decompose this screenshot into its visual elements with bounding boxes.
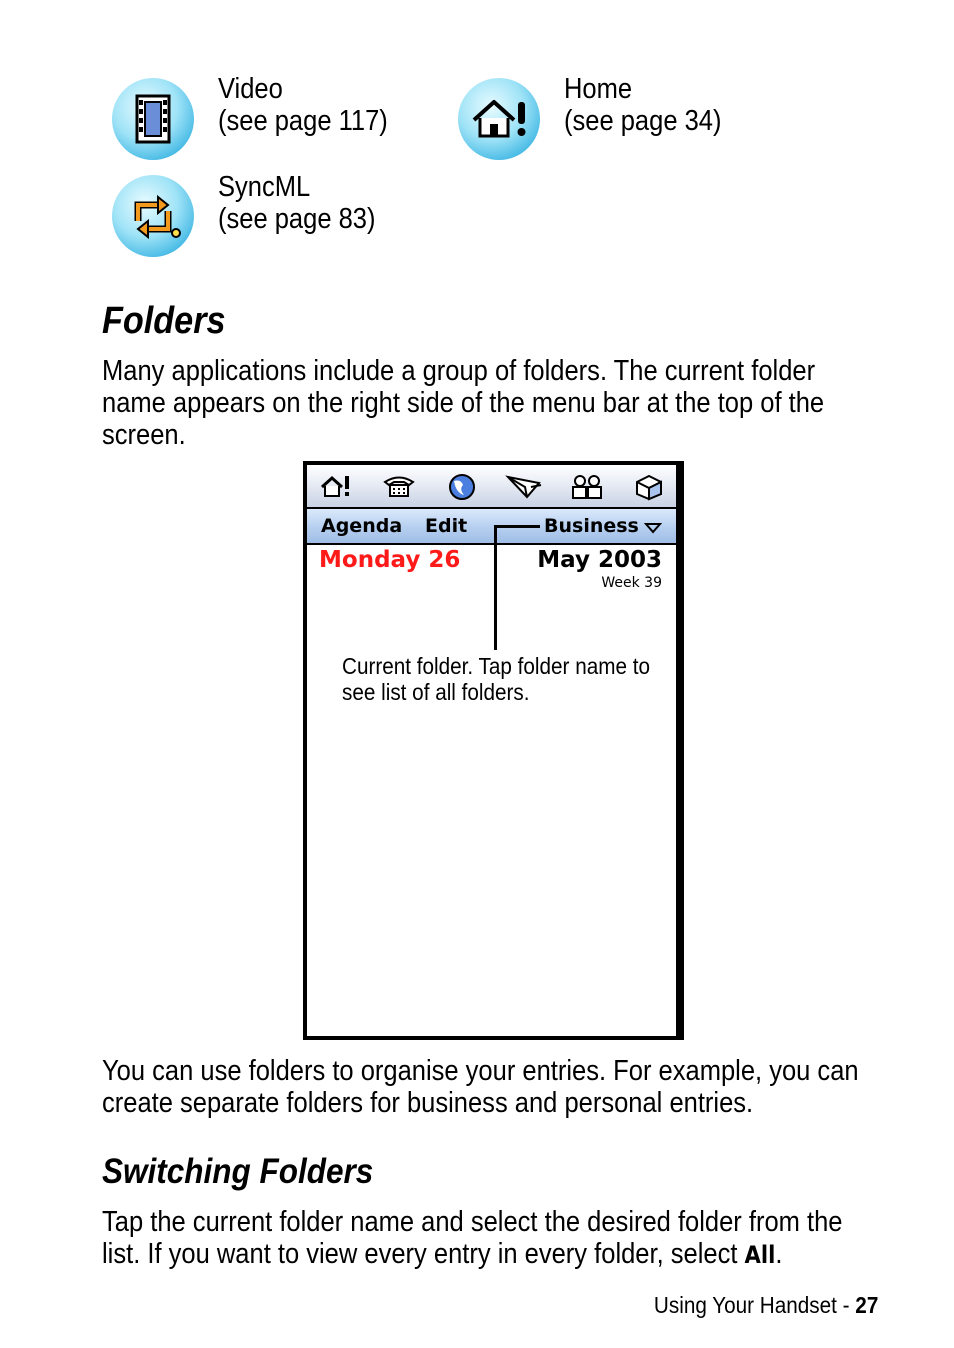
message-icon[interactable] — [505, 473, 545, 501]
paragraph-line: Tap the current folder name and select the desired folder from the — [102, 1206, 843, 1238]
contacts-icon[interactable] — [569, 473, 605, 501]
section-heading-folders: Folders — [102, 300, 226, 342]
page-number: 27 — [854, 1292, 878, 1318]
footer-text: Using Your Handset - — [653, 1292, 855, 1318]
folders-paragraph — [102, 355, 876, 451]
paragraph-line: You can use folders to organise your entries. For example, you can — [102, 1055, 859, 1087]
device-screen — [307, 465, 676, 1036]
video-film-icon — [112, 78, 194, 160]
organise-paragraph — [102, 1055, 876, 1119]
device-screenshot — [303, 461, 684, 1040]
ui-term-all: All — [744, 1241, 776, 1269]
home-icon[interactable] — [319, 473, 353, 499]
page-footer — [654, 1292, 878, 1319]
paragraph-line: Many applications include a group of folders. The current folder — [102, 355, 816, 387]
app-entry-syncml — [218, 171, 375, 235]
app-name: SyncML — [218, 171, 311, 203]
callout-line-vertical — [494, 525, 497, 650]
agenda-month: May 2003 — [537, 547, 662, 573]
cube-icon[interactable] — [634, 473, 664, 501]
app-name: Home — [564, 73, 633, 105]
app-entry-video — [218, 73, 388, 137]
paragraph-line — [102, 1238, 876, 1271]
paragraph-line: create separate folders for business and personal entries. — [102, 1087, 754, 1119]
callout-line-text: see list of all folders. — [342, 679, 530, 705]
paragraph-line: screen. — [102, 419, 186, 451]
phone-icon[interactable] — [382, 473, 416, 499]
home-icon — [458, 78, 540, 160]
app-page-ref: (see page 117) — [218, 105, 388, 137]
callout-caption — [342, 653, 650, 705]
agenda-week: Week 39 — [601, 575, 662, 591]
chevron-down-icon[interactable] — [644, 522, 662, 534]
callout-line-horizontal — [494, 525, 540, 528]
paragraph-line: name appears on the right side of the menu bar at the top of the — [102, 387, 825, 419]
menu-agenda[interactable]: Agenda — [321, 515, 403, 537]
app-page-ref: (see page 34) — [564, 105, 722, 137]
callout-line-text: Current folder. Tap folder name to — [342, 653, 650, 679]
menu-bar — [307, 509, 676, 545]
current-folder-business[interactable]: Business — [544, 515, 639, 537]
app-icon-bar — [307, 465, 676, 509]
globe-icon[interactable] — [445, 473, 479, 501]
app-page-ref: (see page 83) — [218, 203, 376, 235]
app-name: Video — [218, 73, 283, 105]
menu-edit[interactable]: Edit — [425, 515, 468, 537]
section-heading-switching-folders: Switching Folders — [102, 1152, 374, 1191]
switching-paragraph — [102, 1206, 876, 1271]
line-punct: . — [775, 1238, 783, 1270]
app-entry-home — [564, 73, 721, 137]
sync-arrows-icon — [112, 175, 194, 257]
line-text: list. If you want to view every entry in every folder, select — [102, 1238, 745, 1270]
agenda-day: Monday 26 — [319, 547, 461, 573]
